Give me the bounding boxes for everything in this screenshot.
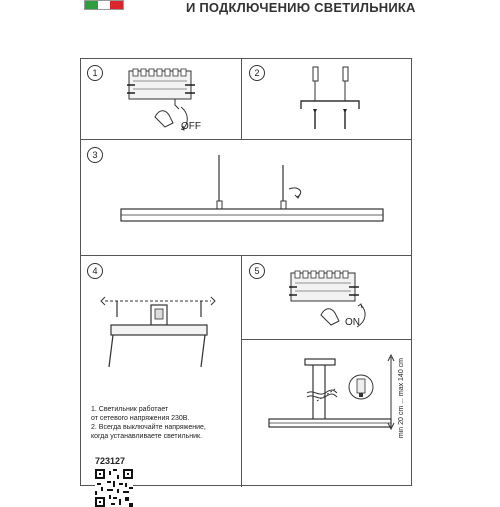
note-line: 1. Светильник работает bbox=[91, 406, 169, 413]
column-divider bbox=[241, 59, 242, 139]
row-divider bbox=[81, 255, 412, 256]
italian-flag-icon bbox=[84, 0, 124, 10]
page-title: И ПОДКЛЮЧЕНИЮ СВЕТИЛЬНИКА bbox=[186, 0, 416, 15]
step-number-1: 1 bbox=[87, 65, 103, 81]
row-divider bbox=[241, 339, 412, 340]
instruction-grid bbox=[80, 58, 412, 486]
flag-white-stripe bbox=[98, 1, 111, 9]
flag-green-stripe bbox=[85, 1, 98, 9]
step-number-3: 3 bbox=[87, 147, 103, 163]
step-number-5: 5 bbox=[249, 263, 265, 279]
height-range-label: min 20 cm ... max 140 cm bbox=[398, 358, 405, 439]
note-line: от сетевого напряжения 230В. bbox=[91, 415, 190, 422]
flag-red-stripe bbox=[110, 1, 123, 9]
product-code: 723127 bbox=[95, 456, 126, 466]
step-number-4: 4 bbox=[87, 263, 103, 279]
note-line: когда устанавливаете светильник. bbox=[91, 433, 203, 440]
switch-off-label: OFF bbox=[181, 121, 201, 132]
ceiling-connection-diagram bbox=[99, 291, 229, 371]
column-divider bbox=[241, 255, 242, 487]
note-line: 2. Всегда выключайте напряжение, bbox=[91, 424, 206, 431]
step-number-2: 2 bbox=[249, 65, 265, 81]
row-divider bbox=[81, 139, 412, 140]
height-adjust-diagram bbox=[259, 349, 409, 479]
qr-code bbox=[95, 469, 133, 507]
switch-on-label: ON bbox=[345, 317, 360, 328]
mounting-bracket-diagram bbox=[295, 65, 365, 135]
lamp-assembly-diagram bbox=[117, 155, 387, 235]
